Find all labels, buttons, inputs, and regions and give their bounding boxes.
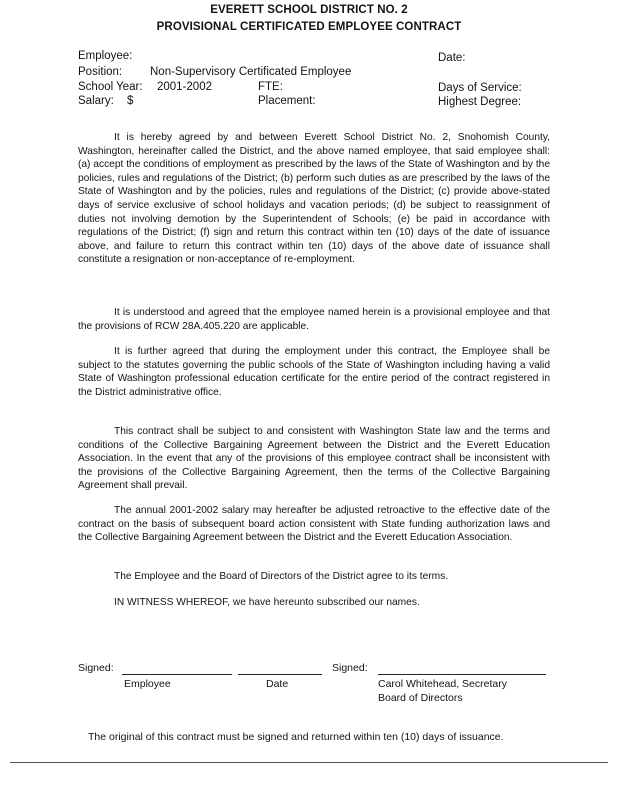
contract-body <box>78 131 550 267</box>
district-title: EVERETT SCHOOL DISTRICT NO. 2 <box>210 4 408 16</box>
contract-title: PROVISIONAL CERTIFICATED EMPLOYEE CONTRACT <box>156 21 462 33</box>
paragraph-agreement: It is hereby agreed by and between Everett School District No. 2, Snohomish County, Washington, hereinafter called the District, and the above named employee, that said employee shall: (a) accept the conditions of employment as prescribed by the laws of the State of Washington and by the policies, rules and regulations of the District; (b) perform such duties as are prescribed by the laws of the State of Washington and by the policies, rules and regulations of the District; (c) provide above-stated days of service exclusive of school holidays and vacation periods; (d) be subject to reassignment of duties not involving demotion by the Superintendent of Schools; (e) be paid in accordance with regulations of the District; (f) sign and return this contract within ten (10) days of the date of issuance above, and failure to return this contract within ten (10) days of the above date of issuance shall constitute a resignation or non-acceptance of re-employment. <box>78 132 550 266</box>
highest-degree-label: Highest Degree: <box>438 96 522 108</box>
date-label: Date: <box>438 52 466 64</box>
days-of-service-label: Days of Service: <box>438 82 522 94</box>
position-value: Non-Supervisory Certificated Employee <box>150 66 352 78</box>
salary-label: Salary: <box>78 95 114 107</box>
employee-signature-line <box>122 674 232 675</box>
board-caption: Board of Directors <box>378 692 463 704</box>
school-year-value: 2001-2002 <box>157 81 212 93</box>
position-label: Position: <box>78 66 123 78</box>
signed-label-employee: Signed: <box>78 662 114 674</box>
contract-body-7 <box>78 596 550 610</box>
paragraph-bargaining: This contract shall be subject to and consistent with Washington State law and the terms and conditions of the Collective Bargaining Agreement between the District and the Everett Education Association. In the event that any of the provisions of this employee contract shall be inconsistent with the provisions of the Collective Bargaining Agreement, then the terms of the Collective Bargaining Agreement shall prevail. <box>78 426 550 492</box>
paragraph-statutes: It is further agreed that during the employment under this contract, the Employee shall be subject to the statutes governing the public schools of the State of Washington including having a valid State of Washington professional education certificate for the entire period of the contract registered in the District administrative office. <box>78 346 550 398</box>
paragraph-salary: The annual 2001-2002 salary may hereafter be adjusted retroactive to the effective date of the contract on the basis of subsequent board action consistent with State funding authorization laws and the Collective Bargaining Agreement between the District and the Everett Education Association. <box>78 505 550 544</box>
contract-body-5 <box>78 504 550 545</box>
footer-note: The original of this contract must be signed and returned within ten (10) days of issuance. <box>88 731 504 743</box>
contract-body-4 <box>78 425 550 493</box>
date-caption: Date <box>266 678 289 690</box>
paragraph-provisional: It is understood and agreed that the employee named herein is a provisional employee and that the provisions of RCW 28A.405.220 are applicable. <box>78 307 550 332</box>
secretary-name: Carol Whitehead, Secretary <box>378 678 507 690</box>
school-year-label: School Year: <box>78 81 143 93</box>
paragraph-witness: IN WITNESS WHEREOF, we have hereunto subscribed our names. <box>114 597 420 608</box>
bottom-rule <box>10 762 608 763</box>
placement-label: Placement: <box>258 95 316 107</box>
contract-body-2 <box>78 306 550 333</box>
signed-label-board: Signed: <box>332 662 368 674</box>
fte-label: FTE: <box>258 81 283 93</box>
employee-label: Employee: <box>78 50 133 62</box>
date-signature-line <box>238 674 322 675</box>
board-signature-line <box>378 674 546 675</box>
paragraph-terms: The Employee and the Board of Directors of the District agree to its terms. <box>114 571 449 582</box>
employee-caption: Employee <box>124 678 171 690</box>
contract-body-6 <box>78 570 550 584</box>
salary-value: $ <box>127 95 134 107</box>
contract-body-3 <box>78 345 550 399</box>
